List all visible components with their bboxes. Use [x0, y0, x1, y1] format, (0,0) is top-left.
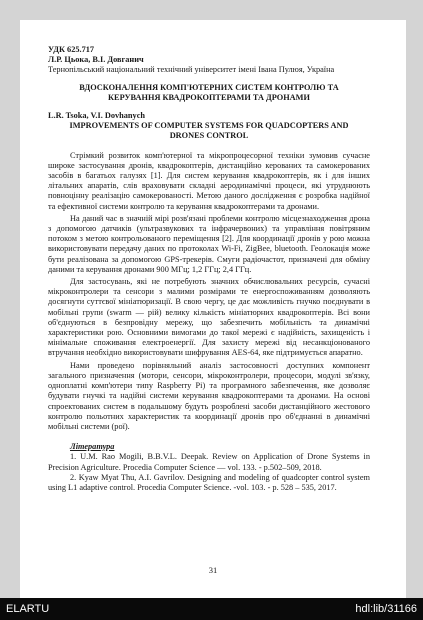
footer-repository-label: ELARTU: [6, 603, 50, 615]
authors-english: L.R. Tsoka, V.I. Dovhanych: [48, 111, 145, 121]
affiliation: Тернопільський національний технічний університет імені Івана Пулюя, Україна: [48, 65, 335, 75]
reference-item-1: 1. U.M. Rao Mogili, B.B.V.L. Deepak. Review on Application of Drone Systems in Precision Agriculture. Procedia Computer Science — vol. 133. - p.502–509, 2018.: [48, 452, 370, 472]
scan-frame-left: [0, 0, 20, 620]
authors-ukrainian: Л.Р. Цьока, В.І. Довганич: [48, 55, 144, 65]
page-number: 31: [208, 565, 218, 575]
paragraph-4: Нами проведено порівняльний аналіз застосовності доступних компонент загального призначення (мотори, сенсори, мікроконтролери, процесори, модулі зв'язку, одноплатні комп'ютери типу Raspberry Pi) та програмного забезпечення, яке дозволяє будувати гнучкі та надійні системи керування квадрокоптерами та дронами. На основі спроектованих систем в подальшому будуть розроблені засоби дистанційного жестового контролю польотних характеристик та координації дронів про об'єднанні в динамічні мобільні системи (рої).: [48, 360, 370, 431]
document-page: [20, 20, 406, 598]
udc-code: УДК 625.717: [48, 45, 95, 54]
reference-item-2: 2. Kyaw Myat Thu, A.I. Gavrilov. Designing and modeling of quadcopter control system using L1 adaptive control. Procedia Computer Science. -vol. 103. - p. 528 – 535, 2017.: [48, 472, 370, 492]
title-english: IMPROVEMENTS OF COMPUTER SYSTEMS FOR QUADCOPTERS AND DRONES CONTROL: [69, 121, 349, 141]
paragraph-2: На даний час в значній мірі розв'язані проблеми контролю місцезнаходження дрона з допомогою датчиків (ультразвукових та інфрачервоних) та управління повітряним потоком з метою контрольованого переміщення [2]. Для координації дронів у рою можна використовувати передачу даних по протоколах Wi-Fi, ZigBee, bluetooth. Геолокація може бути реалізована за допомогою GPS-трекерів. Смуги радіочастот, призначені для обміну даними та керування дронами 900 МГц; 1,2 ГГц; 2,4 ГГц.: [48, 213, 370, 274]
paragraph-1: Стрімкий розвиток комп'ютерної та мікропроцесорної техніки зумовив сучасне широке застосування дронів, квадрокоптерів, дистанційно керованих та самокерованих засобів в багатьох галузях [1]. Для систем керування квадрокоптерів, як і для інших літальних апаратів, слів враховувати складні аеродинамічні процеси, які утруднюють повноцінну реалізацію самокерованості. Метою даного дослідження є розробка надійної та ефективної системи контролю та керування квадрокоптерами та дронами.: [48, 150, 370, 211]
page-content: [48, 45, 370, 493]
scan-frame-top: [0, 0, 423, 20]
references-heading: Література: [70, 442, 115, 452]
scan-frame-right: [406, 0, 423, 620]
footer-handle-label: hdl:lib/31166: [355, 603, 417, 615]
title-ukrainian: ВДОСКОНАЛЕННЯ КОМП'ЮТЕРНИХ СИСТЕМ КОНТРОЛЮ ТА КЕРУВАННЯ КВАДРОКОПТЕРАМИ ТА ДРОНАМИ: [79, 82, 339, 102]
paragraph-3: Для застосувань, які не потребують значних обчислювальних ресурсів, сучасні мікроконтролери та сенсори з малими розмірами те енергоспоживанням дозволяють досягнути суттєвої мініатюризації. В свою чергу, це дає можливість гнучко поєднувати в мобільні групи (swarm — рій) велику кількість мініатюрних квадрокоптерів. Всі вони об'єднуються в безпровідну мережу, що забезпечить мобільність та динамічні характеристики рою. Основними вимогами до такої мережі є надійність, захищеність і мінімальне споживання електроенергії. Для захисту мережі від несанкціонованого втручання необхідно використовувати шифрування AES-64, яке підтримується апаратно.: [48, 277, 370, 358]
